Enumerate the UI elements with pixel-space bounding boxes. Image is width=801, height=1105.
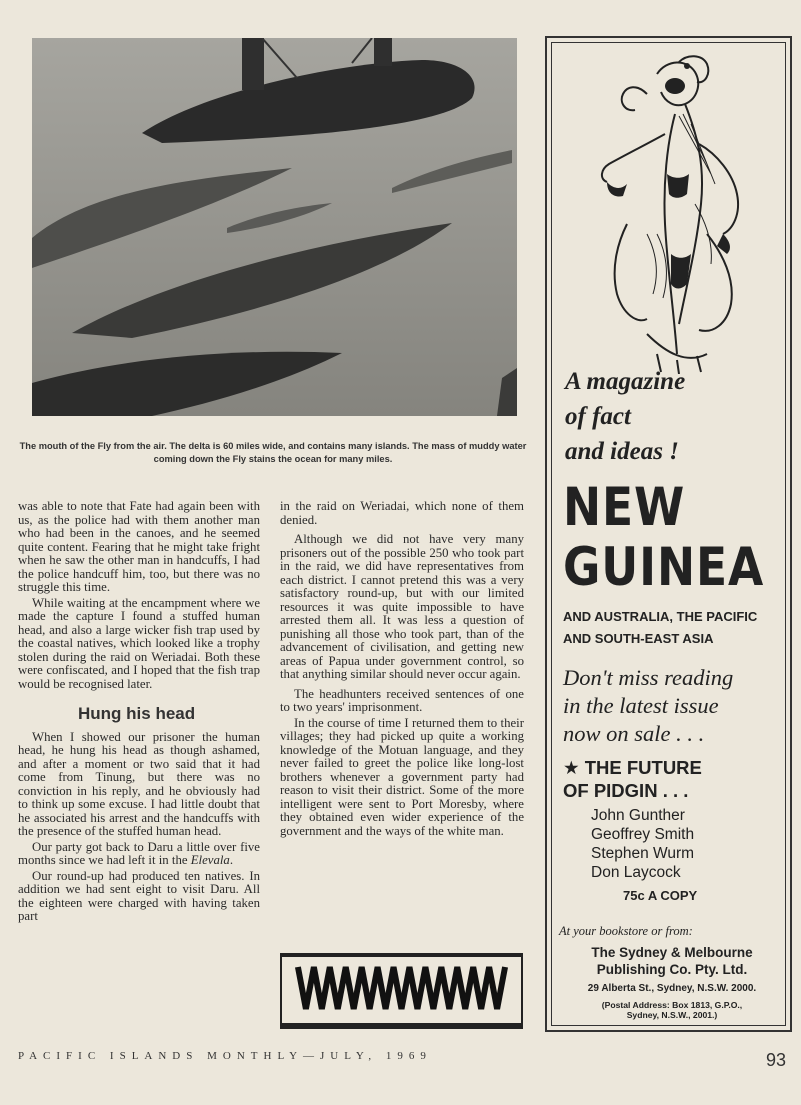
ad-feature-article — [563, 756, 787, 802]
paragraph: in the raid on Weriadai, which none of them denied. — [280, 499, 524, 527]
feature-line: OF PIDGIN . . . — [563, 780, 689, 801]
tagline-line: of fact — [565, 403, 631, 430]
zigzag-pattern-icon — [282, 957, 521, 1023]
article-column-1 — [18, 500, 260, 926]
ad-subtitle — [563, 606, 787, 650]
aerial-photo-image — [32, 38, 517, 416]
feature-line: ★ THE FUTURE — [563, 757, 702, 778]
ad-address: 29 Alberta St., Sydney, N.S.W. 2000. — [587, 983, 757, 994]
subheading: Hung his head — [78, 704, 196, 723]
photo-caption: The mouth of the Fly from the air. The delta is 60 miles wide, and contains many islands. The mass of muddy water coming down the Fly stains the ocean for many miles. — [19, 441, 527, 464]
tagline-line: A magazine — [565, 368, 686, 395]
title-line: NEW — [563, 477, 686, 538]
running-footer: PACIFIC ISLANDS MONTHLY—JULY, 1969 — [18, 1050, 432, 1062]
ad-dont-miss — [563, 664, 787, 748]
publisher-line: Publishing Co. Pty. Ltd. — [596, 962, 748, 977]
ad-authors — [591, 806, 781, 882]
subtitle-line: AND AUSTRALIA, THE PACIFIC — [563, 609, 758, 624]
subtitle-line: AND SOUTH-EAST ASIA — [563, 631, 714, 646]
aerial-photo-fly-river-mouth — [32, 38, 517, 416]
shadow-puppet-illustration-icon — [587, 54, 757, 374]
paragraph — [18, 841, 260, 868]
zigzag-ornament — [280, 953, 523, 1029]
paragraph: Our round-up had produced ten natives. In addition we had sent eight to visit Daru. All the eighteen were charged with having taken part — [18, 868, 260, 923]
paragraph: In the course of time I returned them to their villages; they had picked up quite a working knowledge of the Motuan language, and they never failed to greet the police like long-lost brothers whenever a government party had reason to visit their district. Some of the more intelligent were sent to Port Moresby, where they obtained even wider experience of the government and the ways of the white man. — [280, 715, 524, 838]
ad-from-text: At your bookstore or from: — [559, 924, 693, 938]
magazine-advertisement — [545, 36, 792, 1032]
article-column-2 — [280, 500, 524, 840]
author-name: Stephen Wurm — [591, 845, 695, 862]
title-line: GUINEA — [563, 537, 765, 598]
ad-tagline — [565, 364, 775, 469]
ship-name: Elevala — [190, 853, 230, 867]
paragraph: The headhunters received sentences of one to two years' imprisonment. — [280, 686, 524, 714]
dont-miss-line: Don't miss reading — [563, 665, 734, 690]
tagline-line: and ideas ! — [565, 438, 679, 465]
ad-magazine-title — [563, 477, 765, 598]
postal-line: (Postal Address: Box 1813, G.P.O., — [601, 1000, 743, 1010]
ad-price: 75c A COPY — [623, 888, 698, 903]
paragraph-text: Our party got back to Daru a little over five months since we had left it in the — [18, 839, 260, 867]
author-name: John Gunther — [591, 807, 685, 824]
page-number: 93 — [766, 1050, 787, 1070]
dont-miss-line: now on sale . . . — [563, 721, 705, 746]
paragraph-text: . — [229, 853, 234, 867]
dont-miss-line: in the latest issue — [563, 693, 719, 718]
ad-postal-address — [557, 1000, 787, 1020]
author-name: Geoffrey Smith — [591, 826, 695, 843]
publisher-line: The Sydney & Melbourne — [591, 945, 753, 960]
paragraph: While waiting at the encampment where we made the capture I found a stuffed human head, and also a large wicker fish trap used by the coastal natives, which looked like a trophy stolen during the raid on Weriadai. Both these were confiscated, and I hoped that the fish trap would be recognised later. — [18, 595, 260, 691]
ad-publisher — [557, 944, 787, 978]
paragraph: When I showed our prisoner the human head, he hung his head as though ashamed, and after a moment or two said that it had come from Tinung, but there was no conviction in his reply, and he obviously had to think up some excuse. I had little doubt that he associated his arrest and the handcuffs with the presence of the stuffed human head. — [18, 729, 260, 838]
postal-line: Sydney, N.S.W., 2001.) — [626, 1010, 718, 1020]
paragraph: was able to note that Fate had again been with us, as the police had with them another man who had been in the canoes, and he seemed quite content. Fearing that he might take fright when he saw the other man in handcuffs, I had the police handcuff him, too, but there was no struggle this time. — [18, 499, 260, 594]
paragraph: Although we did not have very many prisoners out of the possible 250 who took part in the raid, we did have representatives from each district. I cannot pretend this was a very satisfactory round-up, but with our limited resources it was quite impossible to have arrested them all. It was less a question of punishing all those who took part, than of the advancement of civilisation, and getting new areas of Papua under government control, so that anything similar should never occur again. — [280, 532, 524, 681]
author-name: Don Laycock — [591, 864, 681, 881]
